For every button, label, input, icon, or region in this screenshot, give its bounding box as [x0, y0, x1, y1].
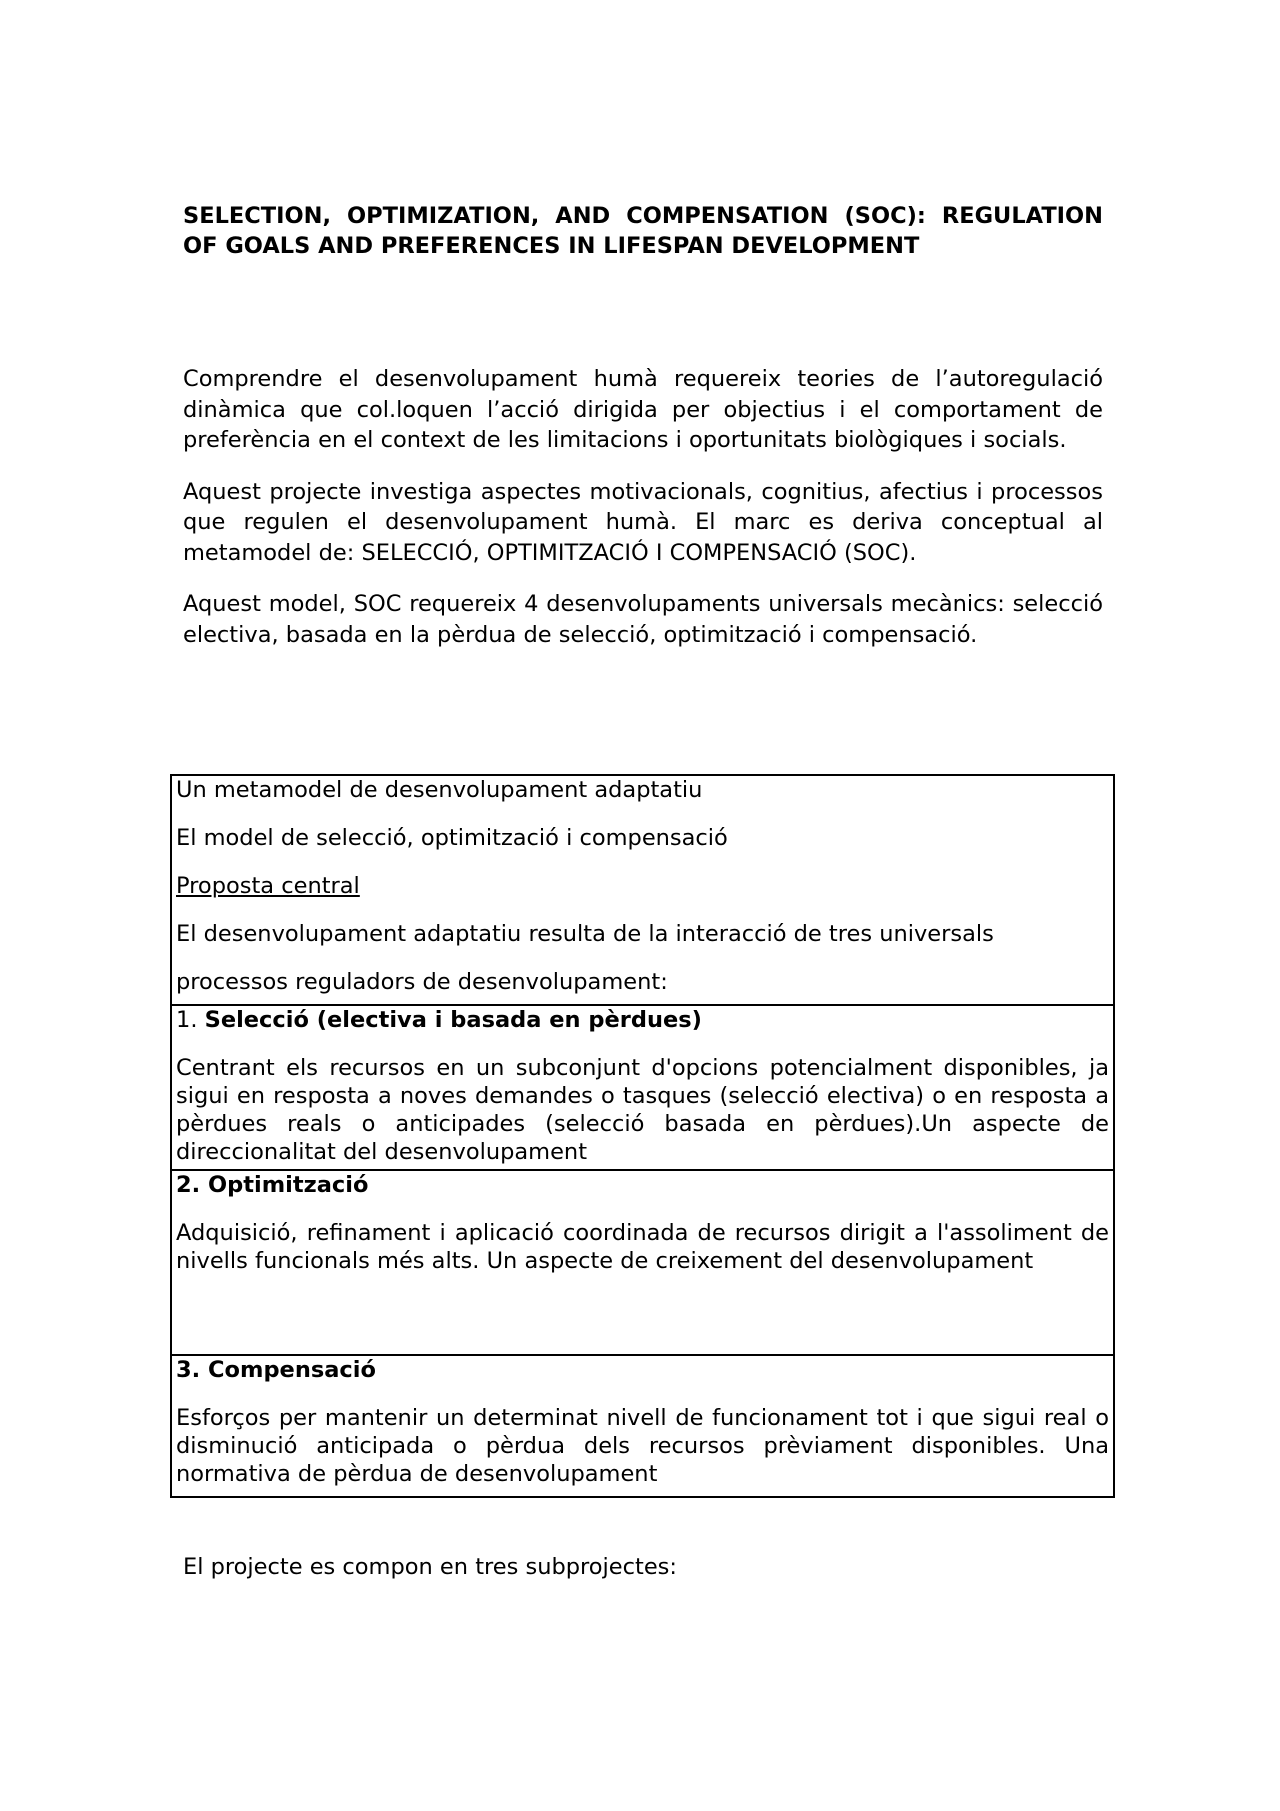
compensation-heading: 3. Compensació	[176, 1357, 376, 1383]
table-row-optimization	[171, 1170, 1114, 1355]
paragraph-3: Aquest model, SOC requereix 4 desenvolupaments universals mecànics: selecció electiva, basada en la pèrdua de selecció, optimització i compensació.	[183, 591, 1103, 648]
intro-section	[183, 364, 1103, 671]
model-line: El model de selecció, optimització i compensació	[176, 825, 728, 851]
closing-line: El projecte es compon en tres subprojectes:	[183, 1554, 677, 1580]
selection-heading	[176, 1006, 1109, 1034]
selection-body: Centrant els recursos en un subconjunt d'opcions potencialment disponibles, ja sigui en resposta a noves demandes o tasques (selecció electiva) o en resposta a pèrdues reals o anticipades (selecció basada en pèrdues).Un aspecte de direccionalitat del desenvolupament	[176, 1055, 1109, 1165]
table-cell-optimization	[171, 1170, 1114, 1355]
table-cell-selection	[171, 1005, 1114, 1170]
table-row-intro	[171, 775, 1114, 1005]
selection-number: 1.	[176, 1007, 198, 1033]
regulatory-processes-line: processos reguladors de desenvolupament:	[176, 969, 668, 995]
metamodel-line: Un metamodel de desenvolupament adaptatiu	[176, 777, 703, 803]
table-cell-compensation	[171, 1355, 1114, 1497]
central-proposal-heading: Proposta central	[176, 873, 360, 899]
optimization-heading: 2. Optimització	[176, 1172, 369, 1198]
adaptive-development-line: El desenvolupament adaptatiu resulta de la interacció de tres universals	[176, 921, 994, 947]
table-row-selection	[171, 1005, 1114, 1170]
compensation-body: Esforços per mantenir un determinat nivell de funcionament tot i que sigui real o disminució anticipada o pèrdua dels recursos prèviament disponibles. Una normativa de pèrdua de desenvolupament	[176, 1405, 1109, 1487]
paragraph-2: Aquest projecte investiga aspectes motivacionals, cognitius, afectius i processos que regulen el desenvolupament humà. El marc es deriva conceptual al metamodel de: SELECCIÓ, OPTIMITZACIÓ I COMPENSACIÓ (SOC).	[183, 478, 1103, 566]
document-title: SELECTION, OPTIMIZATION, AND COMPENSATION (SOC): REGULATION OF GOALS AND PREFERENCES IN LIFESPAN DEVELOPMENT	[183, 203, 1103, 259]
soc-table	[170, 774, 1115, 1498]
optimization-body: Adquisició, refinament i aplicació coordinada de recursos dirigit a l'assoliment de nivells funcionals més alts. Un aspecte de creixement del desenvolupament	[176, 1220, 1109, 1274]
table-cell-intro	[171, 775, 1114, 1005]
paragraph-1: Comprendre el desenvolupament humà requereix teories de l’autoregulació dinàmica que col.loquen l’acció dirigida per objectius i el comportament de preferència en el context de les limitacions i oportunitats biològiques i socials.	[183, 366, 1103, 453]
table-row-compensation	[171, 1355, 1114, 1497]
selection-title: Selecció (electiva i basada en pèrdues)	[204, 1007, 702, 1033]
